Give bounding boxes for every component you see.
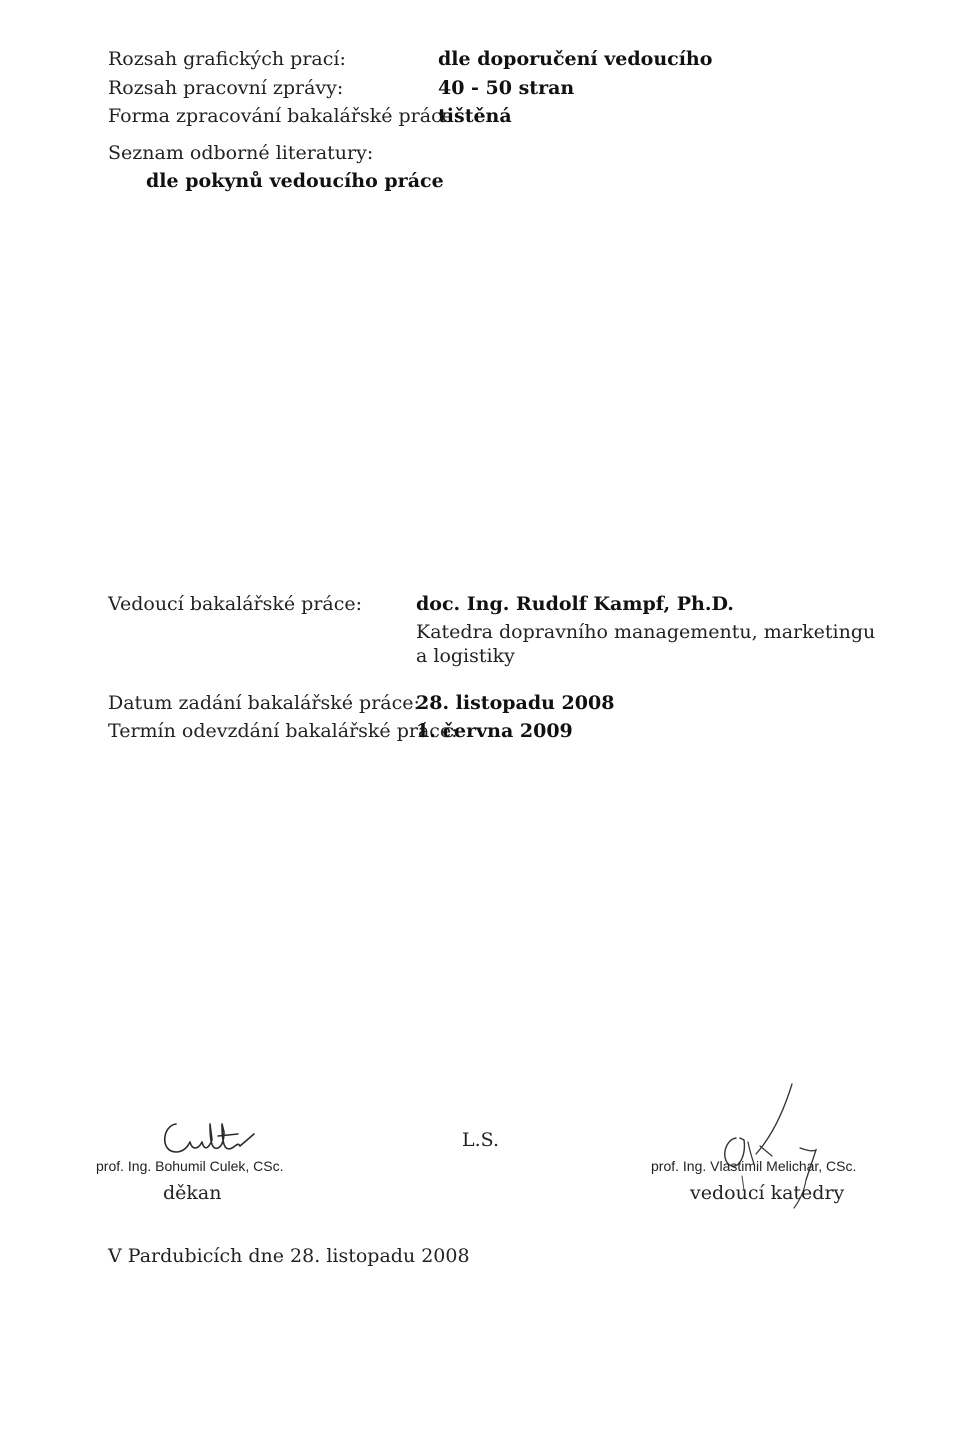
report-scope-label: Rozsah pracovní zprávy: xyxy=(108,77,344,99)
form-value: tištěná xyxy=(438,105,512,127)
due-date-value: 1. června 2009 xyxy=(416,720,573,742)
dean-signature xyxy=(158,1112,268,1162)
assigned-date-value: 28. listopadu 2008 xyxy=(416,692,615,714)
form-label: Forma zpracování bakalářské práce: xyxy=(108,105,460,127)
supervisor-department-line1: Katedra dopravního managementu, marketingu xyxy=(416,621,876,643)
graphics-scope-value: dle doporučení vedoucího xyxy=(438,48,713,70)
literature-label: Seznam odborné literatury: xyxy=(108,142,374,164)
report-scope-value: 40 - 50 stran xyxy=(438,77,575,99)
assigned-date-label: Datum zadání bakalářské práce: xyxy=(108,692,420,714)
literature-value: dle pokynů vedoucího práce xyxy=(146,170,444,192)
dean-role: děkan xyxy=(163,1182,222,1204)
department-head-name: prof. Ing. Vlastimil Melichar, CSc. xyxy=(651,1158,857,1174)
graphics-scope-label: Rozsah grafických prací: xyxy=(108,48,346,70)
seal-placeholder: L.S. xyxy=(462,1129,500,1151)
place-and-date: V Pardubicích dne 28. listopadu 2008 xyxy=(108,1245,470,1267)
department-head-role: vedoucí katedry xyxy=(690,1182,845,1204)
supervisor-name: doc. Ing. Rudolf Kampf, Ph.D. xyxy=(416,593,734,615)
due-date-label: Termín odevzdání bakalářské práce: xyxy=(108,720,458,742)
dean-name: prof. Ing. Bohumil Culek, CSc. xyxy=(96,1158,284,1174)
supervisor-department-line2: a logistiky xyxy=(416,645,515,667)
supervisor-label: Vedoucí bakalářské práce: xyxy=(108,593,363,615)
